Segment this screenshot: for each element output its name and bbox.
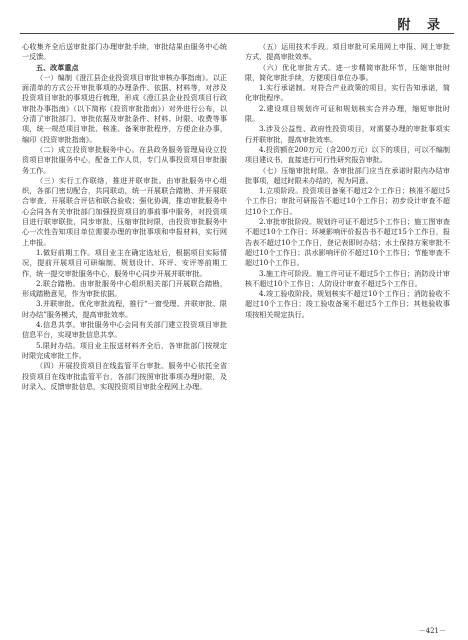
paragraph: （五）运用技术手段。项目审批可采用网上申报、网上审批方式，提高审批效率。 — [245, 42, 450, 62]
paragraph: 5.限时办结。项目业主报送材料齐全后，各审批部门按规定时限完成审批工作。 — [22, 340, 227, 360]
paragraph: 2.建设项目规划许可证和规划核实合并办理，缩短审批时限。 — [245, 103, 450, 124]
paragraph: 1.做好前期工作。项目业主在确定选址后，根据项目实际情况，提前开展项目可研编制、规划设计、环评、安评等前期工作，统一提交审批服务中心，服务中心同步开展并联审批。 — [22, 247, 227, 278]
paragraph: 1.实行承诺制。对符合产业政策的项目，实行告知承诺，简化审批程序。 — [245, 83, 450, 103]
paragraph: 心收集齐全后送审批部门办理审批手续，审批结果由服务中心统一反馈。 — [22, 42, 227, 62]
paragraph: 2.审批审批阶段。规划许可证不超过5个工作日；施工图审查不超过10个工作日；环境影响评价报告书不超过15个工作日，报告表不超过10个工作日，登记表即时办结；水土保持方案审批不超过10个工作日；洪水影响评价不超过10个工作日；节能审查不超过10个工作日。 — [245, 217, 450, 268]
left-column — [22, 42, 227, 392]
paragraph: （二）成立投资审批服务中心。在县政务服务管理局设立投资项目审批服务中心，配备工作人员，专门从事投资项目审批服务工作。 — [22, 144, 227, 175]
paragraph: （三）实行工作联络，推进并联审批。由审批服务中心组织，各部门密切配合，共同联动，统一开展联合踏勘、并开展联合审查，开展联合评估和联合验收；强化协调，推动审批服务中心会同各有关审批部门加强投资项目的事前事中服务，对投资项目进行联审联批，同步审批，压缩审批时限，由投资审批服务中心一次性告知项目单位需要办理的审批事项和申报材料，实行网上申报。 — [22, 175, 227, 247]
paragraph: 4.信息共享。审批服务中心会同有关部门建立投资项目审批信息平台，实现审批信息共享。 — [22, 320, 227, 340]
page-header-title: 附 录 — [397, 18, 446, 33]
right-column — [245, 42, 450, 320]
paragraph: 4.投资额在200万元（含200万元）以下的项目，可以不编制项目建议书，直接进行可行性研究报告审批。 — [245, 144, 450, 165]
paragraph: 2.联合踏勘。由审批服务中心组织相关部门开展联合踏勘，形成踏勘意见，作为审批依据。 — [22, 278, 227, 299]
section-heading: 五、改革重点 — [36, 62, 79, 72]
header-rule — [20, 33, 454, 34]
paragraph: （四）开展投资项目在线监管平台审批。服务中心依托全省投资项目在线审批监管平台，各部门按照审批事项办理时限，及时录入、反馈审批信息，实现投资项目审批全程网上办理。 — [22, 361, 227, 391]
page-number: －421－ — [418, 627, 446, 635]
paragraph: 1.立项阶段。投资项目备案不超过2个工作日；核准不超过5个工作日；审批可研报告不超过10个工作日；初步设计审查不超过10个工作日。 — [245, 186, 450, 216]
paragraph: 3.涉及公益性、政府性投资项目，对需要办理的审批事项实行并联审批，提高审批效率。 — [245, 124, 450, 144]
paragraph: 3.施工许可阶段。施工许可证不超过5个工作日；消防设计审核不超过10个工作日；人防设计审查不超过5个工作日。 — [245, 268, 450, 288]
paragraph: 3.并联审批。优化审批流程，推行“一窗受理、并联审批、限时办结”服务模式，提高审批效率。 — [22, 299, 227, 319]
paragraph: （一）编制《澄江县企业投资项目审批审核办事指南》。以正面清单的方式公开审批事项的办理条件、依据、材料等，对涉及投资项目审批的事项进行梳理，形成《澄江县企业投资项目行政审批办事指南》（以下简称《投资审批指南》）对外进行公布，以分清了审批部门、审批依据及审批条件、材料、时限、收费等事项，统一规范项目审批、核准、备案审批程序，方便企业办事，编印《投资审批指南》。 — [22, 72, 227, 144]
paragraph: （七）压缩审批时限。各审批部门应当在承诺时限内办结审批事项，超过时限未办结的，视为同意。 — [245, 165, 450, 185]
paragraph: （六）优化审批方式。进一步精简审批环节，压缩审批时限，简化审批手续，方便项目单位办事。 — [245, 62, 450, 82]
paragraph: 4.竣工验收阶段。规划核实不超过10个工作日；消防验收不超过10个工作日；竣工验收备案不超过5个工作日；其他验收事项按相关规定执行。 — [245, 289, 450, 319]
